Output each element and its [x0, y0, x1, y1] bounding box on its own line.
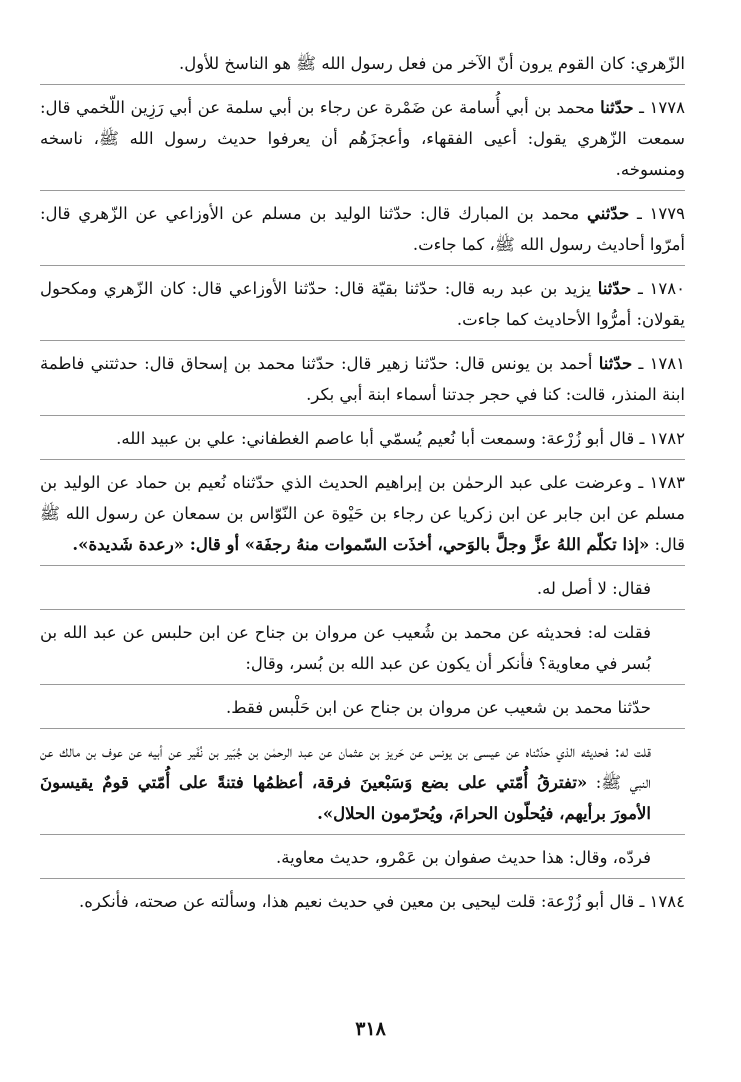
- hadith-entry: [40, 423, 685, 454]
- paragraph-divider: [40, 340, 685, 341]
- hadith-entry: [40, 348, 685, 410]
- page-text-body: [40, 48, 685, 1048]
- entry-number: ١٧٧٨: [649, 98, 685, 117]
- entry-text: فقال: لا أصل له.: [536, 579, 651, 598]
- entry-heading: حدّثني: [587, 204, 630, 223]
- paragraph-divider: [40, 265, 685, 266]
- entry-text: محمد بن أبي أُسامة عن ضَمْرة عن رجاء بن أبي سلمة عن أبي رَزِين اللّخمي قال: سمعت الزّهري يقول: أعيى الفقهاء، وأعجزَهُم أن يعرفوا حديث رسول الله ﷺ، ناسخه ومنسوخه.: [40, 98, 685, 179]
- paragraph-text: ١٧٧٩ ـ حدّثني محمد بن المبارك قال: حدّثنا الوليد بن مسلم عن الأوزاعي عن الزّهري قال: أمرّوا أحاديث رسول الله ﷺ، كما جاءت.: [40, 204, 685, 254]
- entry-text: قال أبو زُرْعة: وسمعت أبا نُعيم يُسمّي أبا عاصم الغطفاني: علي بن عبيد الله.: [116, 429, 635, 448]
- hadith-entry: [40, 198, 685, 260]
- paragraph-divider: [40, 190, 685, 191]
- entry-number: ١٧٨٤: [649, 892, 685, 911]
- hadith-entry: [40, 886, 685, 917]
- hadith-entry: [40, 92, 685, 185]
- entry-number: ١٧٨٣: [649, 473, 685, 492]
- paragraph-text: ١٧٨٠ ـ حدّثنا يزيد بن عبد ربه قال: حدّثنا بقيّة قال: حدّثنا الأوزاعي قال: كان الزّهري ومكحول يقولان: أمرُّوا الأحاديث كما جاءت.: [40, 279, 685, 329]
- paragraph-text: ١٧٨١ ـ حدّثنا أحمد بن يونس قال: حدّثنا زهير قال: حدّثنا محمد بن إسحاق قال: حدثتني فاطمة ابنة المنذر، قالت: كنا في حجر جدتنا أسماء ابنة أبي بكر.: [40, 354, 686, 404]
- paragraph-divider: [40, 565, 685, 566]
- entry-text: الزّهري: كان القوم يرون أنّ الآخر من فعل رسول الله ﷺ هو الناسخ للأول.: [179, 54, 685, 73]
- paragraph-text: [40, 617, 685, 679]
- entry-number: ١٧٨٢: [649, 429, 685, 448]
- paragraph-text: ١٧٨٣ ـ وعرضت على عبد الرحمٰن بن إبراهيم الحديث الذي حدّثناه نُعيم بن حماد عن الوليد بن مسلم عن ابن جابر عن ابن زكريا عن رجاء بن حَيْوة عن النّوّاس بن سمعان عن رسول الله ﷺ قال: «إذا تكلّم اللهُ عزَّ وجلَّ بالوَحي، أخذَت السّموات منهُ رجفَة» أو قال: «رعدة شَديدة».: [40, 473, 685, 554]
- text-paragraph: [40, 573, 685, 604]
- text-paragraph: [40, 48, 685, 79]
- paragraph-text: ١٧٨٢ ـ قال أبو زُرْعة: وسمعت أبا نُعيم يُسمّي أبا عاصم الغطفاني: علي بن عبيد الله.: [116, 429, 685, 448]
- paragraph-text: ١٧٧٨ ـ حدّثنا محمد بن أبي أُسامة عن ضَمْرة عن رجاء بن أبي سلمة عن أبي رَزِين اللّخمي قال: سمعت الزّهري يقول: أعيى الفقهاء، وأعجزَهُم أن يعرفوا حديث رسول الله ﷺ، ناسخه ومنسوخه.: [40, 98, 685, 179]
- entry-text: أحمد بن يونس قال: حدّثنا زهير قال: حدّثنا محمد بن إسحاق قال: حدثتني فاطمة ابنة المنذر، قالت: كنا في حجر جدتنا أسماء ابنة أبي بكر.: [40, 354, 685, 404]
- paragraph-text: ١٧٨٤ ـ قال أبو زُرْعة: قلت ليحيى بن معين في حديث نعيم هذا، وسألته عن صحته، فأنكره.: [78, 892, 685, 911]
- entry-heading: حدّثنا: [597, 279, 632, 298]
- text-paragraph: [40, 842, 685, 873]
- paragraph-divider: [40, 609, 685, 610]
- entry-heading: حدّثنا: [598, 354, 633, 373]
- paragraph-divider: [40, 459, 685, 460]
- hadith-quote: «إذا تكلّم اللهُ عزَّ وجلَّ بالوَحي، أخذَت السّموات منهُ رجفَة» أو قال: «رعدة شَديدة».: [72, 535, 650, 554]
- entry-number: ١٧٧٩: [649, 204, 685, 223]
- paragraph-divider: [40, 684, 685, 685]
- entry-text: فقلت له: فحديثه عن محمد بن شُعيب عن مروان بن جناح عن ابن حلبس عن عبد الله بن بُسر في معاوية؟ فأنكر أن يكون عن عبد الله بن بُسر، وقال:: [40, 623, 651, 673]
- paragraph-text: [40, 573, 685, 604]
- text-paragraph: [40, 736, 685, 829]
- entry-text: محمد بن المبارك قال: حدّثنا الوليد بن مسلم عن الأوزاعي عن الزّهري قال: أمرّوا أحاديث رسول الله ﷺ، كما جاءت.: [40, 204, 685, 254]
- paragraph-text: [40, 736, 685, 829]
- paragraph-divider: [40, 834, 685, 835]
- text-paragraph: [40, 692, 685, 723]
- entry-text: وعرضت على عبد الرحمٰن بن إبراهيم الحديث الذي حدّثناه نُعيم بن حماد عن الوليد بن مسلم عن ابن جابر عن ابن زكريا عن رجاء بن حَيْوة عن النّوّاس بن سمعان عن رسول الله ﷺ قال:: [40, 473, 685, 554]
- page-number: ٣١٨: [355, 1018, 386, 1040]
- paragraph-text: [40, 692, 685, 723]
- paragraph-text: [40, 842, 685, 873]
- entry-number: ١٧٨١: [649, 354, 686, 373]
- entry-number: ١٧٨٠: [649, 279, 685, 298]
- entry-text: حدّثنا محمد بن شعيب عن مروان بن جناح عن ابن حَلْبس فقط.: [226, 698, 651, 717]
- paragraph-text: [40, 48, 685, 79]
- entry-text: قال أبو زُرْعة: قلت ليحيى بن معين في حديث نعيم هذا، وسألته عن صحته، فأنكره.: [78, 892, 635, 911]
- hadith-entry: [40, 273, 685, 335]
- entry-text: فردّه، وقال: هذا حديث صفوان بن عَمْرو، حديث معاوية.: [276, 848, 651, 867]
- hadith-quote: «تفترقُ أُمّتي على بضع وَسَبْعينَ فرقة، أعظمُها فتنةً على أُمّتي قومٌ يقيسونَ الأمورَ برأيهم، فيُحلّون الحرامَ، ويُحرّمون الحلال».: [40, 773, 651, 823]
- text-paragraph: [40, 617, 685, 679]
- entry-text: يزيد بن عبد ربه قال: حدّثنا بقيّة قال: حدّثنا الأوزاعي قال: كان الزّهري ومكحول يقولان: أمرُّوا الأحاديث كما جاءت.: [40, 279, 685, 329]
- paragraph-divider: [40, 84, 685, 85]
- paragraph-divider: [40, 415, 685, 416]
- hadith-entry: [40, 467, 685, 560]
- paragraph-divider: [40, 878, 685, 879]
- entry-heading: حدّثنا: [600, 98, 634, 117]
- entry-text: قلت له: فحديثه الذي حدّثناه عن عيسى بن يونس عن حَريز بن عثمان عن عبد الرحمٰن بن جُبَير بن نُفَير عن أبيه عن عوف بن مالك عن النبي ﷺ:: [40, 742, 651, 792]
- paragraph-divider: [40, 728, 685, 729]
